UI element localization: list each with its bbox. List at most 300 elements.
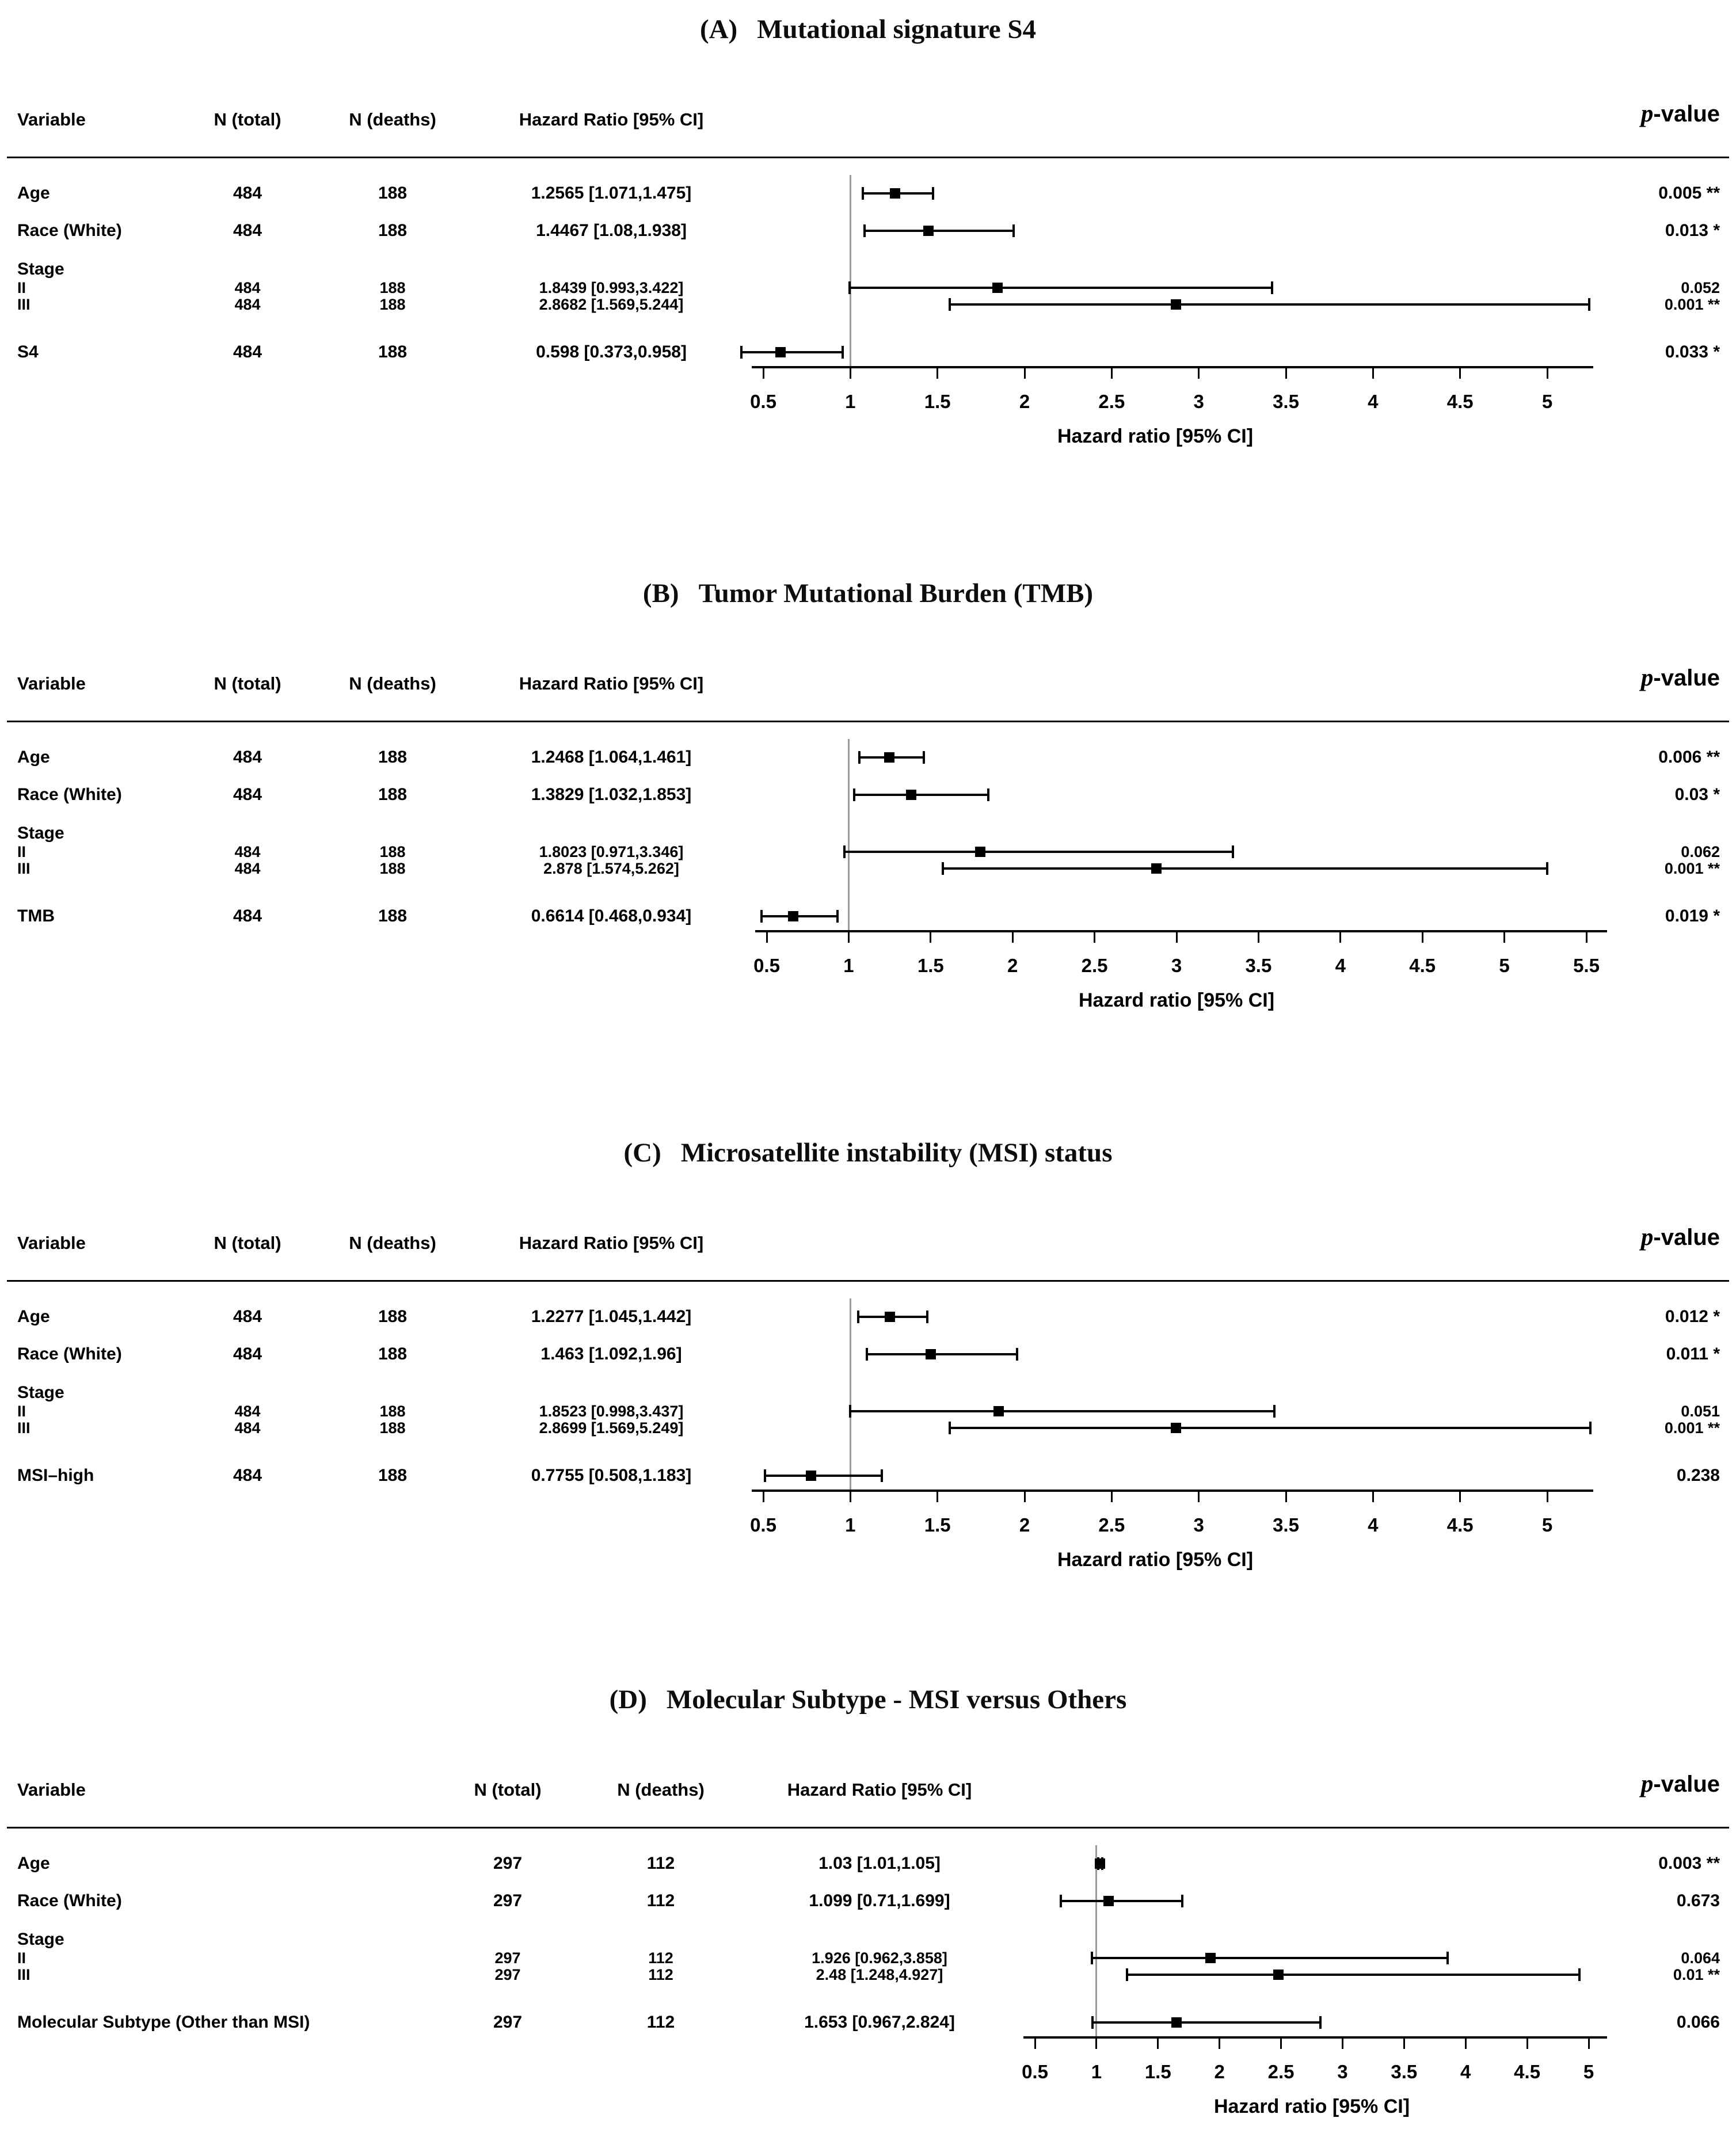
- n-total-cell: 484: [233, 1344, 262, 1363]
- x-axis-tick: [850, 367, 851, 379]
- ci-cap-left: [949, 1422, 951, 1434]
- x-axis-tick: [936, 1491, 938, 1502]
- n-deaths-cell: 112: [646, 1854, 675, 1873]
- n-total-cell: 484: [234, 279, 261, 296]
- x-axis-tick: [766, 931, 768, 943]
- n-deaths-cell: 188: [378, 785, 408, 804]
- hazard-ratio-cell: 1.2565 [1.071,1.475]: [531, 184, 692, 203]
- panel-title-letter: (B): [642, 578, 679, 608]
- p-value-cell: 0.003 **: [1658, 1854, 1720, 1873]
- n-deaths-cell: 188: [378, 342, 408, 361]
- x-axis-tick-label: 4: [1368, 391, 1379, 412]
- n-deaths-cell: 112: [648, 1966, 673, 1983]
- x-axis-tick: [1219, 2037, 1220, 2049]
- x-axis-tick-label: 1: [845, 1514, 856, 1536]
- n-deaths-cell: 188: [379, 296, 406, 313]
- x-axis-tick-label: 1.5: [1144, 2061, 1171, 2082]
- forest-panel-d: [0, 1681, 1736, 2135]
- variable-cell: S4: [17, 342, 39, 361]
- header-hazard-ratio: Hazard Ratio [95% CI]: [787, 1780, 972, 1800]
- p-value-cell: 0.012 *: [1665, 1307, 1720, 1326]
- n-total-cell: 484: [234, 860, 261, 877]
- p-value-cell: 0.051: [1681, 1403, 1720, 1420]
- hazard-ratio-cell: 1.926 [0.962,3.858]: [812, 1949, 947, 1967]
- header-hazard-ratio: Hazard Ratio [95% CI]: [519, 1233, 704, 1253]
- x-axis-tick: [848, 931, 850, 943]
- ci-cap-right: [932, 187, 934, 200]
- variable-cell: Age: [17, 184, 50, 203]
- forest-panel-b: [0, 574, 1736, 1029]
- n-total-cell: 297: [493, 1891, 523, 1910]
- x-axis-tick: [763, 367, 764, 379]
- x-axis-tick-label: 0.5: [750, 1514, 776, 1536]
- ci-cap-right: [881, 1469, 883, 1482]
- x-axis-tick: [1547, 367, 1548, 379]
- p-value-italic: p: [1640, 1224, 1654, 1251]
- x-axis-tick-label: 3: [1171, 955, 1182, 976]
- n-deaths-cell: 188: [378, 748, 408, 767]
- header-variable: Variable: [17, 673, 86, 694]
- x-axis-tick: [1012, 931, 1014, 943]
- hazard-ratio-cell: 2.878 [1.574,5.262]: [543, 860, 679, 877]
- p-value-cell: 0.064: [1681, 1949, 1720, 1967]
- ci-cap-left: [863, 224, 866, 237]
- x-axis-tick: [1526, 2037, 1528, 2049]
- ci-cap-left: [862, 187, 864, 200]
- x-axis-tick: [1372, 367, 1374, 379]
- p-value-cell: 0.001 **: [1664, 1419, 1720, 1437]
- x-axis-tick-label: 2: [1214, 2061, 1225, 2082]
- hazard-ratio-cell: 0.598 [0.373,0.958]: [536, 342, 687, 361]
- ci-bar: [854, 794, 989, 796]
- variable-cell: Stage: [17, 260, 64, 279]
- x-axis-tick-label: 0.5: [750, 391, 776, 412]
- x-axis-line: [752, 366, 1593, 368]
- p-value-italic: p: [1640, 1770, 1654, 1797]
- hazard-ratio-cell: 0.7755 [0.508,1.183]: [531, 1466, 692, 1485]
- n-total-cell: 484: [233, 342, 262, 361]
- panel-title-letter: (A): [699, 14, 738, 44]
- variable-cell: III: [17, 296, 31, 313]
- x-axis-tick: [1094, 931, 1095, 943]
- reference-line: [850, 1298, 851, 1491]
- estimate-marker: [890, 188, 900, 199]
- ci-bar: [865, 230, 1014, 232]
- n-deaths-cell: 188: [379, 279, 406, 296]
- x-axis-title: Hazard ratio [95% CI]: [1057, 425, 1254, 447]
- n-total-cell: 484: [233, 748, 262, 767]
- hazard-ratio-cell: 1.463 [1.092,1.96]: [540, 1344, 682, 1363]
- ci-bar: [844, 851, 1233, 853]
- header-n-total: N (total): [214, 109, 281, 129]
- x-axis-tick-label: 2: [1007, 955, 1018, 976]
- estimate-marker: [1095, 1858, 1105, 1869]
- hazard-ratio-cell: 1.099 [0.71,1.699]: [809, 1891, 950, 1910]
- hazard-ratio-cell: 1.3829 [1.032,1.853]: [531, 785, 692, 804]
- x-axis-tick: [1034, 2037, 1036, 2049]
- ci-bar: [849, 287, 1272, 289]
- ci-cap-right: [923, 751, 925, 764]
- ci-cap-left: [764, 1469, 766, 1482]
- x-axis-tick-label: 5: [1541, 391, 1553, 412]
- hazard-ratio-cell: 1.653 [0.967,2.824]: [804, 2013, 955, 2032]
- p-value-cell: 0.019 *: [1665, 906, 1720, 925]
- variable-cell: II: [17, 1403, 26, 1420]
- n-total-cell: 484: [233, 785, 262, 804]
- x-axis-tick: [1198, 367, 1200, 379]
- x-axis-tick-label: 5: [1499, 955, 1510, 976]
- x-axis-tick-label: 3: [1193, 391, 1204, 412]
- estimate-marker: [993, 1406, 1004, 1416]
- n-deaths-cell: 188: [379, 1419, 406, 1437]
- n-deaths-cell: 188: [379, 860, 406, 877]
- ci-cap-right: [1271, 281, 1273, 294]
- p-value-rest: -value: [1653, 1772, 1720, 1797]
- n-deaths-cell: 112: [646, 1891, 675, 1910]
- variable-cell: II: [17, 843, 26, 860]
- p-value-cell: 0.001 **: [1664, 860, 1720, 877]
- n-total-cell: 297: [494, 1966, 521, 1983]
- ci-cap-left: [942, 862, 944, 875]
- x-axis-tick-label: 4: [1368, 1514, 1379, 1536]
- x-axis-tick-label: 2.5: [1267, 2061, 1295, 2082]
- n-total-cell: 484: [234, 1419, 261, 1437]
- x-axis-tick: [1403, 2037, 1405, 2049]
- estimate-marker: [1171, 1423, 1181, 1433]
- x-axis-tick-label: 3.5: [1245, 955, 1272, 976]
- hazard-ratio-cell: 1.03 [1.01,1.05]: [818, 1854, 941, 1873]
- hazard-ratio-cell: 1.8023 [0.971,3.346]: [539, 843, 684, 860]
- header-n-total: N (total): [474, 1780, 542, 1800]
- n-deaths-cell: 188: [378, 221, 408, 240]
- x-axis-tick: [1157, 2037, 1159, 2049]
- p-value-cell: 0.238: [1676, 1466, 1720, 1485]
- x-axis-tick: [1285, 367, 1287, 379]
- p-value-cell: 0.062: [1681, 843, 1720, 860]
- ci-cap-left: [760, 910, 763, 923]
- header-n-deaths: N (deaths): [349, 109, 436, 129]
- p-value-cell: 0.673: [1676, 1891, 1720, 1910]
- x-axis-tick-label: 2: [1019, 391, 1030, 412]
- n-total-cell: 484: [233, 184, 262, 203]
- forest-panel-a: [0, 10, 1736, 465]
- header-n-total: N (total): [214, 673, 281, 694]
- ci-cap-right: [842, 346, 844, 359]
- estimate-marker: [975, 847, 985, 857]
- hazard-ratio-cell: 1.8523 [0.998,3.437]: [539, 1403, 684, 1420]
- reference-line: [1095, 1845, 1097, 2037]
- n-total-cell: 297: [494, 1949, 521, 1967]
- hazard-ratio-cell: 1.4467 [1.08,1.938]: [536, 221, 687, 240]
- x-axis-tick-label: 2: [1019, 1514, 1030, 1536]
- p-value-cell: 0.01 **: [1673, 1966, 1720, 1983]
- ci-bar: [850, 1410, 1275, 1412]
- header-hazard-ratio: Hazard Ratio [95% CI]: [519, 109, 704, 129]
- ci-bar: [764, 1475, 882, 1477]
- variable-cell: MSI–high: [17, 1466, 94, 1485]
- variable-cell: III: [17, 1419, 31, 1437]
- x-axis-tick-label: 3: [1337, 2061, 1348, 2082]
- variable-cell: Race (White): [17, 785, 122, 804]
- x-axis-tick-label: 4: [1335, 955, 1346, 976]
- x-axis-tick-label: 0.5: [1022, 2061, 1048, 2082]
- x-axis-tick-label: 4.5: [1409, 955, 1436, 976]
- header-n-deaths: N (deaths): [349, 1233, 436, 1253]
- x-axis-tick: [1285, 1491, 1287, 1502]
- ci-cap-left: [866, 1348, 868, 1361]
- x-axis-line: [752, 1490, 1593, 1492]
- header-rule: [7, 1280, 1729, 1282]
- n-deaths-cell: 188: [378, 184, 408, 203]
- ci-cap-right: [1012, 224, 1015, 237]
- x-axis-tick: [1459, 367, 1461, 379]
- p-value-italic: p: [1640, 664, 1654, 691]
- header-variable: Variable: [17, 1780, 86, 1800]
- variable-cell: Stage: [17, 1383, 64, 1402]
- ci-cap-left: [858, 751, 861, 764]
- ci-cap-right: [1319, 2016, 1322, 2029]
- x-axis-line: [1023, 2036, 1607, 2039]
- panel-title: [0, 13, 1736, 45]
- x-axis-tick: [936, 367, 938, 379]
- estimate-marker: [1273, 1970, 1284, 1980]
- panel-title-text: Tumor Mutational Burden (TMB): [698, 578, 1094, 608]
- x-axis-tick: [1503, 931, 1505, 943]
- ci-cap-left: [849, 1405, 851, 1418]
- x-axis-tick: [850, 1491, 851, 1502]
- variable-cell: Age: [17, 748, 50, 767]
- p-value-cell: 0.006 **: [1658, 748, 1720, 767]
- x-axis-tick: [1372, 1491, 1374, 1502]
- hazard-ratio-cell: 1.2468 [1.064,1.461]: [531, 748, 692, 767]
- x-axis-tick-label: 1.5: [917, 955, 944, 976]
- x-axis-tick: [1258, 931, 1259, 943]
- x-axis-tick-label: 3.5: [1273, 391, 1299, 412]
- x-axis-tick: [1339, 931, 1341, 943]
- ci-cap-right: [1589, 1422, 1592, 1434]
- header-variable: Variable: [17, 109, 86, 129]
- x-axis-tick: [1586, 931, 1587, 943]
- x-axis-tick-label: 4.5: [1514, 2061, 1541, 2082]
- x-axis-tick: [1095, 2037, 1097, 2049]
- x-axis-tick: [1422, 931, 1423, 943]
- p-value-cell: 0.005 **: [1658, 184, 1720, 203]
- variable-cell: II: [17, 1949, 26, 1967]
- estimate-marker: [806, 1471, 816, 1481]
- ci-bar: [1061, 1900, 1182, 1902]
- x-axis-tick: [1459, 1491, 1461, 1502]
- estimate-marker: [1151, 863, 1162, 874]
- estimate-marker: [1103, 1896, 1114, 1906]
- estimate-marker: [1171, 299, 1181, 310]
- ci-cap-right: [926, 1311, 928, 1323]
- x-axis-tick-label: 1: [843, 955, 854, 976]
- variable-cell: Race (White): [17, 1891, 122, 1910]
- n-deaths-cell: 188: [378, 1344, 408, 1363]
- x-axis-tick-label: 0.5: [753, 955, 780, 976]
- variable-cell: III: [17, 1966, 31, 1983]
- header-hazard-ratio: Hazard Ratio [95% CI]: [519, 673, 704, 694]
- ci-cap-right: [1446, 1952, 1449, 1964]
- hazard-ratio-cell: 2.8682 [1.569,5.244]: [539, 296, 684, 313]
- n-total-cell: 484: [233, 1307, 262, 1326]
- n-total-cell: 297: [493, 2013, 523, 2032]
- p-value-rest: -value: [1653, 1225, 1720, 1250]
- variable-cell: III: [17, 860, 31, 877]
- variable-cell: Stage: [17, 1930, 64, 1949]
- forest-panel-c: [0, 1134, 1736, 1589]
- x-axis-tick: [1176, 931, 1178, 943]
- ci-cap-left: [1091, 2016, 1094, 2029]
- x-axis-tick: [1111, 1491, 1113, 1502]
- n-total-cell: 484: [234, 296, 261, 313]
- variable-cell: II: [17, 279, 26, 296]
- ci-cap-right: [1546, 862, 1548, 875]
- header-variable: Variable: [17, 1233, 86, 1253]
- n-deaths-cell: 188: [379, 1403, 406, 1420]
- estimate-marker: [992, 283, 1003, 293]
- estimate-marker: [788, 911, 798, 921]
- n-total-cell: 484: [234, 1403, 261, 1420]
- p-value-rest: -value: [1653, 101, 1720, 127]
- x-axis-tick: [1588, 2037, 1590, 2049]
- hazard-ratio-cell: 1.8439 [0.993,3.422]: [539, 279, 684, 296]
- variable-cell: Race (White): [17, 1344, 122, 1363]
- x-axis-tick-label: 1.5: [924, 1514, 951, 1536]
- variable-cell: Stage: [17, 824, 64, 843]
- ci-cap-left: [853, 788, 855, 801]
- x-axis-tick: [1198, 1491, 1200, 1502]
- header-p-value: [1641, 661, 1720, 695]
- p-value-rest: -value: [1653, 665, 1720, 691]
- x-axis-tick-label: 3.5: [1273, 1514, 1299, 1536]
- x-axis-title: Hazard ratio [95% CI]: [1057, 1549, 1254, 1571]
- variable-cell: Age: [17, 1307, 50, 1326]
- n-total-cell: 484: [234, 843, 261, 860]
- n-deaths-cell: 188: [378, 1307, 408, 1326]
- ci-bar: [1092, 2021, 1321, 2024]
- ci-bar: [950, 1427, 1591, 1429]
- p-value-cell: 0.001 **: [1664, 296, 1720, 313]
- header-n-deaths: N (deaths): [349, 673, 436, 694]
- panel-title-text: Mutational signature S4: [757, 14, 1037, 44]
- panel-title-letter: (D): [609, 1685, 647, 1715]
- x-axis-tick: [1547, 1491, 1548, 1502]
- ci-bar: [1127, 1974, 1579, 1976]
- x-axis-tick: [1024, 367, 1026, 379]
- n-total-cell: 297: [493, 1854, 523, 1873]
- ci-bar: [762, 915, 838, 917]
- x-axis-tick: [1024, 1491, 1026, 1502]
- x-axis-tick-label: 4: [1460, 2061, 1471, 2082]
- ci-cap-right: [1181, 1895, 1183, 1907]
- x-axis-tick: [930, 931, 931, 943]
- estimate-marker: [1205, 1953, 1216, 1963]
- n-total-cell: 484: [233, 906, 262, 925]
- x-axis-tick: [1280, 2037, 1282, 2049]
- x-axis-tick-label: 3: [1193, 1514, 1204, 1536]
- x-axis-tick-label: 2.5: [1098, 1514, 1125, 1536]
- hazard-ratio-cell: 2.48 [1.248,4.927]: [816, 1966, 943, 1983]
- ci-cap-left: [1060, 1895, 1062, 1907]
- ci-cap-left: [857, 1311, 859, 1323]
- x-axis-tick-label: 2.5: [1081, 955, 1108, 976]
- x-axis-title: Hazard ratio [95% CI]: [1078, 989, 1275, 1011]
- panel-title: [0, 577, 1736, 610]
- estimate-marker: [926, 1349, 936, 1359]
- estimate-marker: [775, 347, 786, 357]
- x-axis-tick-label: 1: [845, 391, 856, 412]
- panel-title: [0, 1683, 1736, 1716]
- header-n-total: N (total): [214, 1233, 281, 1253]
- hazard-ratio-cell: 2.8699 [1.569,5.249]: [539, 1419, 684, 1437]
- p-value-cell: 0.011 *: [1666, 1344, 1720, 1363]
- variable-cell: TMB: [17, 906, 55, 925]
- x-axis-tick-label: 5: [1541, 1514, 1553, 1536]
- header-rule: [7, 721, 1729, 722]
- ci-cap-right: [987, 788, 989, 801]
- ci-cap-right: [1273, 1405, 1276, 1418]
- x-axis-line: [755, 930, 1607, 932]
- ci-cap-left: [843, 845, 846, 858]
- panel-title: [0, 1137, 1736, 1169]
- p-value-cell: 0.033 *: [1665, 342, 1720, 361]
- x-axis-tick-label: 4.5: [1446, 391, 1474, 412]
- p-value-cell: 0.03 *: [1674, 785, 1720, 804]
- header-p-value: [1641, 97, 1720, 131]
- ci-bar: [866, 1353, 1018, 1355]
- ci-cap-left: [740, 346, 743, 359]
- estimate-marker: [923, 226, 934, 236]
- ci-cap-left: [848, 281, 851, 294]
- header-p-value: [1641, 1767, 1720, 1801]
- x-axis-tick-label: 4.5: [1446, 1514, 1474, 1536]
- ci-bar: [943, 867, 1547, 870]
- variable-cell: Molecular Subtype (Other than MSI): [17, 2013, 310, 2032]
- x-axis-tick-label: 3.5: [1391, 2061, 1418, 2082]
- estimate-marker: [1171, 2017, 1182, 2028]
- panel-title-letter: (C): [623, 1138, 661, 1168]
- header-rule: [7, 1827, 1729, 1829]
- n-total-cell: 484: [233, 221, 262, 240]
- x-axis-tick-label: 5: [1583, 2061, 1594, 2082]
- hazard-ratio-cell: 0.6614 [0.468,0.934]: [531, 906, 692, 925]
- x-axis-tick: [763, 1491, 764, 1502]
- x-axis-tick-label: 1.5: [924, 391, 951, 412]
- estimate-marker: [884, 752, 894, 763]
- x-axis-tick: [1465, 2037, 1467, 2049]
- variable-cell: Age: [17, 1854, 50, 1873]
- x-axis-tick: [1111, 367, 1113, 379]
- n-deaths-cell: 112: [646, 2013, 675, 2032]
- reference-line: [850, 175, 851, 367]
- variable-cell: Race (White): [17, 221, 122, 240]
- p-value-cell: 0.066: [1676, 2013, 1720, 2032]
- n-total-cell: 484: [233, 1466, 262, 1485]
- ci-cap-right: [1232, 845, 1234, 858]
- x-axis-tick-label: 1: [1091, 2061, 1102, 2082]
- estimate-marker: [906, 790, 916, 800]
- ci-cap-right: [1016, 1348, 1018, 1361]
- p-value-cell: 0.052: [1681, 279, 1720, 296]
- x-axis-tick-label: 2.5: [1098, 391, 1125, 412]
- panel-title-text: Microsatellite instability (MSI) status: [680, 1138, 1113, 1168]
- x-axis-tick-label: 5.5: [1573, 955, 1600, 976]
- ci-cap-right: [1578, 1968, 1581, 1981]
- n-deaths-cell: 188: [379, 843, 406, 860]
- panel-title-text: Molecular Subtype - MSI versus Others: [666, 1685, 1127, 1715]
- ci-cap-left: [1126, 1968, 1128, 1981]
